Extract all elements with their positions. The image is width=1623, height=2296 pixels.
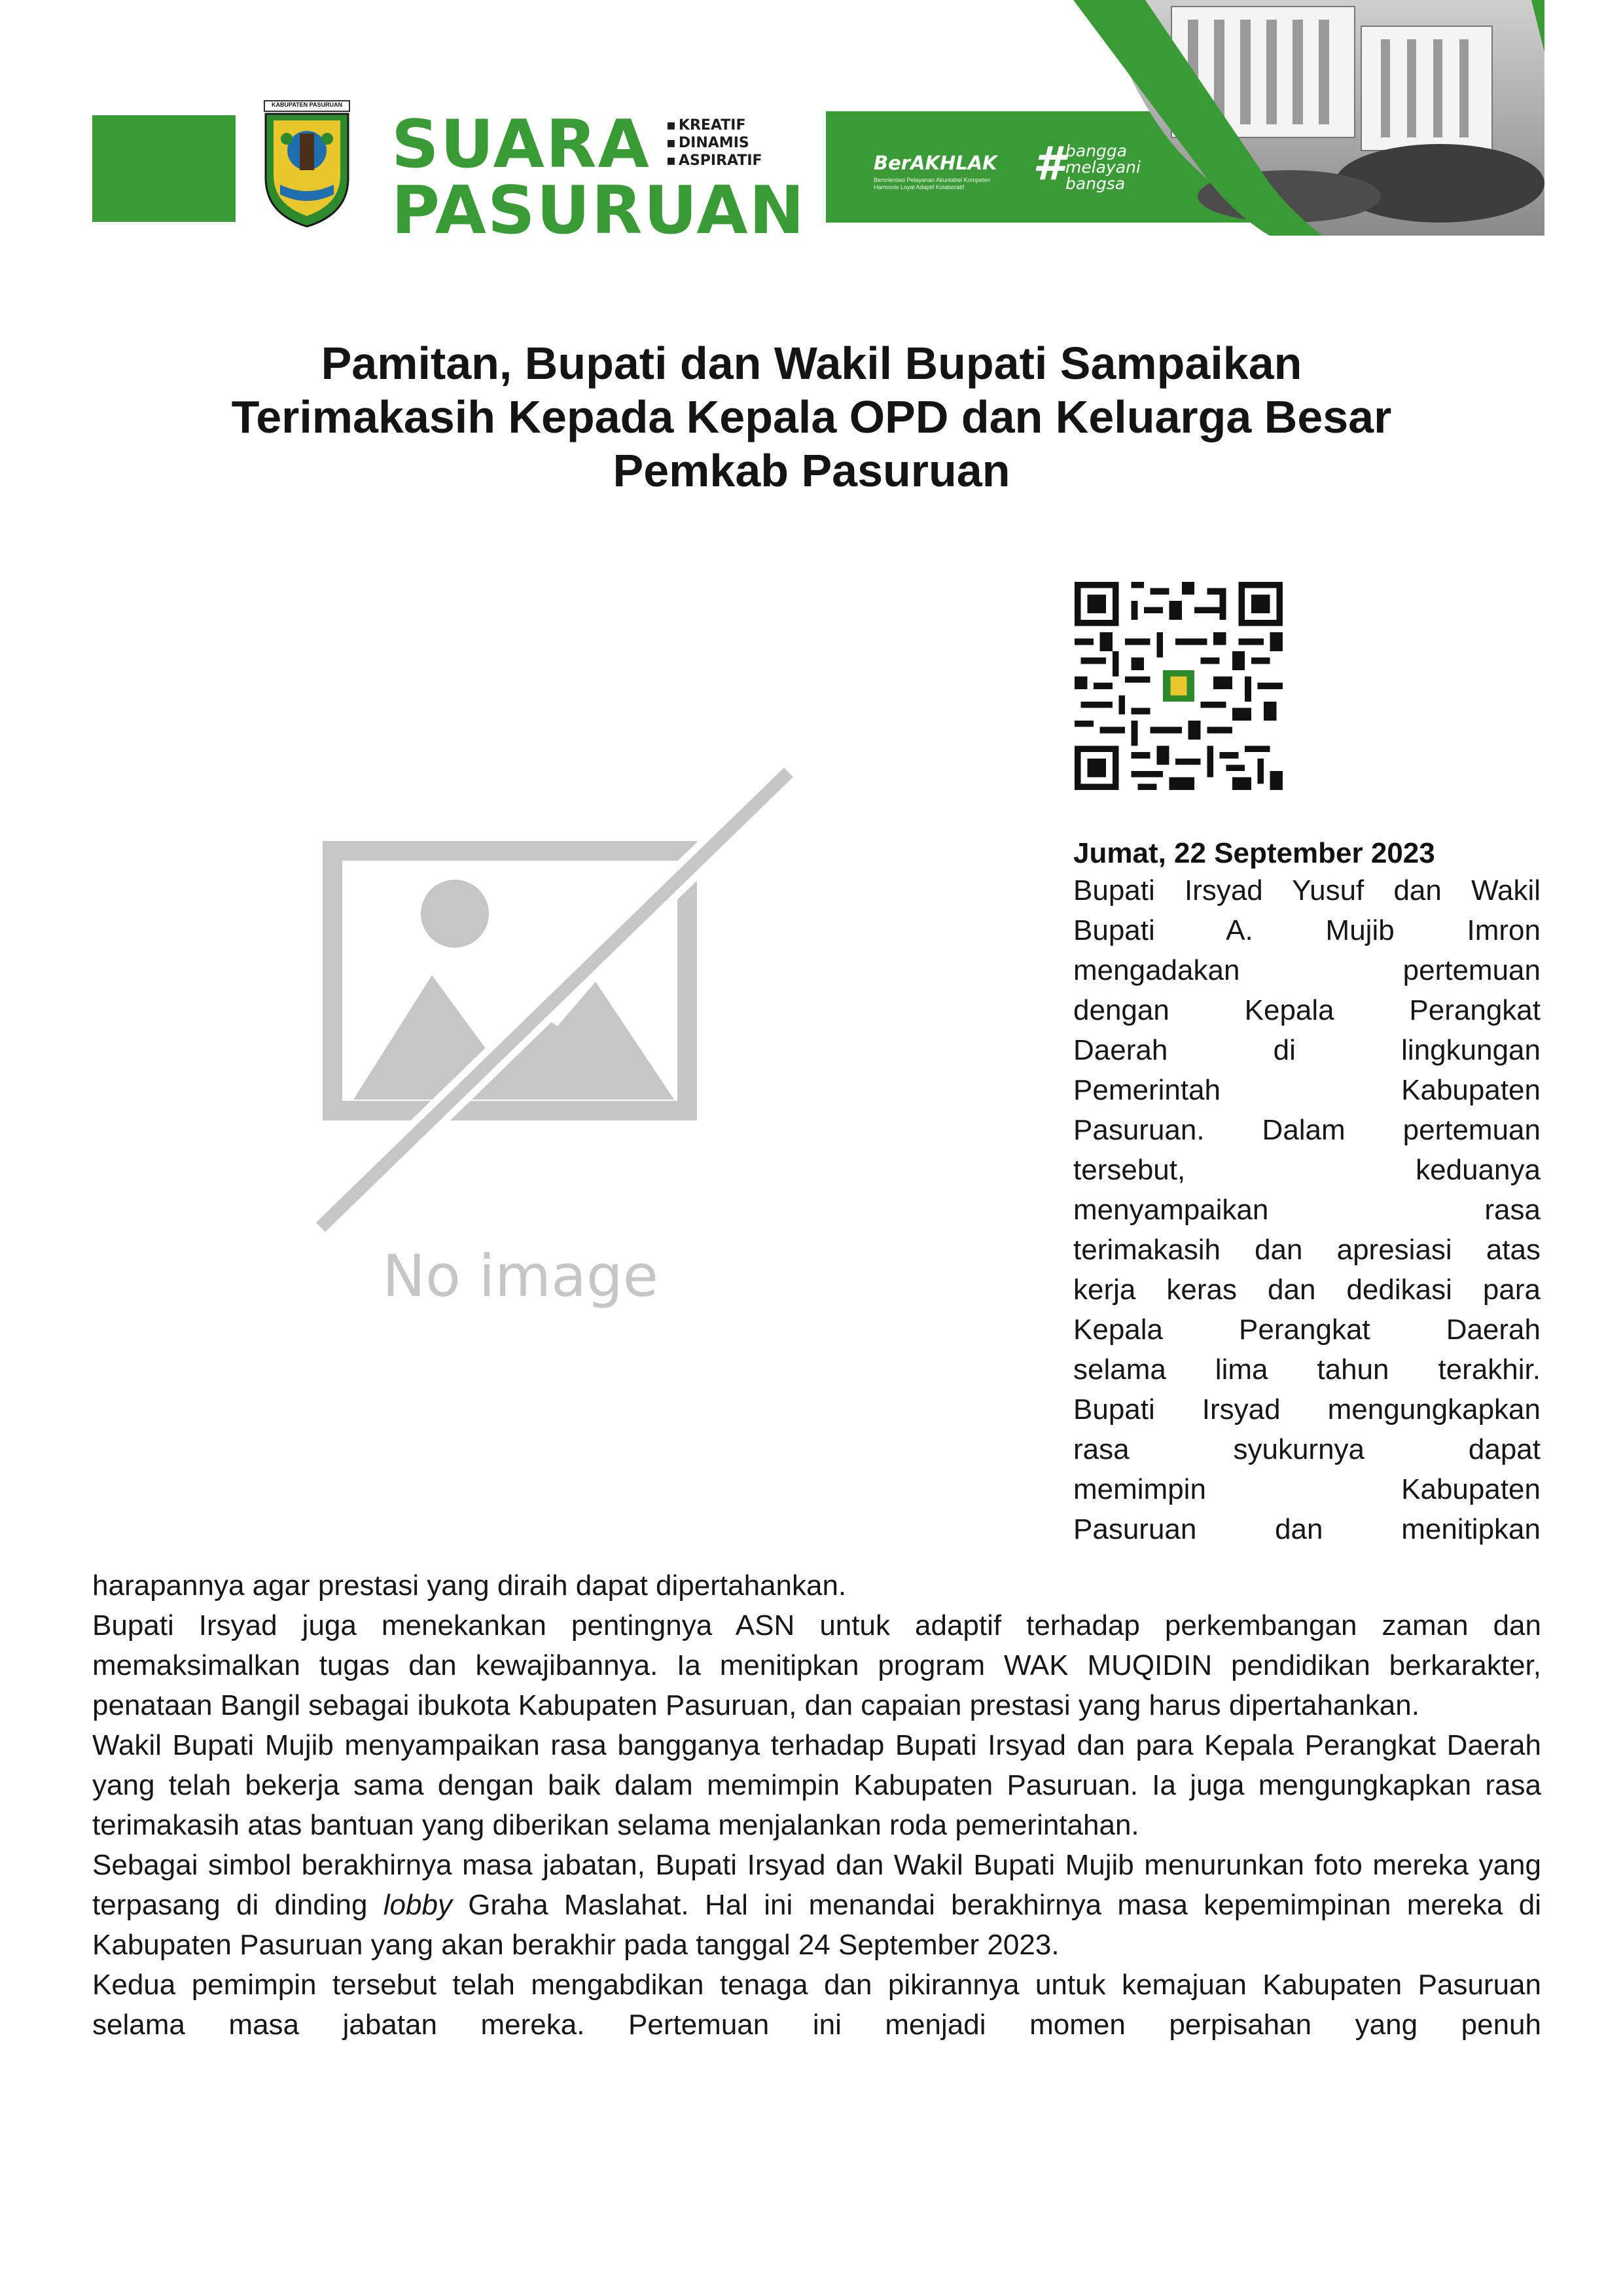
tagline-item: ▪ KREATIF <box>666 117 762 134</box>
side-line: menyampaikan rasa <box>1073 1194 1541 1226</box>
title-line: Pamitan, Bupati dan Wakil Bupati Sampaikan <box>321 338 1302 389</box>
side-line: Daerah di lingkungan <box>1073 1034 1541 1066</box>
article-body <box>92 1566 1541 2045</box>
side-line: Kepala Perangkat Daerah <box>1073 1314 1541 1346</box>
side-line: Pasuruan dan menitipkan <box>1073 1513 1541 1545</box>
header-green-block <box>92 115 236 222</box>
bangga-line: bangga <box>1065 141 1128 160</box>
paragraph-3: Wakil Bupati Mujib menyampaikan rasa bangganya terhadap Bupati Irsyad dan para Kepala Perangkat Daerah yang telah bekerja sama dengan baik dalam memimpin Kabupaten Pasuruan. Ia juga mengungkapkan rasa terimakasih atas bantuan yang diberikan selama menjalankan roda pemerintahan. <box>92 1729 1541 1841</box>
paragraph-5: Kedua pemimpin tersebut telah mengabdikan tenaga dan pikirannya untuk kemajuan Kabupaten Pasuruan selama masa jabatan mereka. Pertemuan ini menjadi momen perpisahan yang penuh <box>92 1969 1541 2041</box>
paragraph-2: Bupati Irsyad juga menekankan pentingnya ASN untuk adaptif terhadap perkembangan zaman dan memaksimalkan tugas dan kewajibannya. Ia menitipkan program WAK MUQIDIN pendidikan berkarakter, penataan Bangil sebagai ibukota Kabupaten Pasuruan, dan capaian prestasi yang harus dipertahankan. <box>92 1609 1541 1721</box>
article-side-column <box>1073 870 1541 1549</box>
bangga-melayani-bangsa-logo <box>1065 143 1141 192</box>
hashtag-icon: # <box>1033 137 1065 190</box>
berakhlak-logo: BerAKHLAK <box>874 152 997 174</box>
side-line: dengan Kepala Perangkat <box>1073 994 1541 1026</box>
crest-caption: KABUPATEN PASURUAN <box>272 101 342 108</box>
side-line: memimpin Kabupaten <box>1073 1473 1541 1505</box>
kabupaten-pasuruan-crest-logo <box>260 99 353 228</box>
title-line: Pemkab Pasuruan <box>613 445 1010 496</box>
side-line: Bupati A. Mujib Imron <box>1073 914 1541 946</box>
tagline-item: ▪ ASPIRATIF <box>666 152 762 170</box>
bangga-line: bangsa <box>1065 174 1126 193</box>
qr-code[interactable] <box>1075 582 1283 790</box>
paragraph-4 <box>92 1845 1541 1965</box>
side-line: Bupati Irsyad Yusuf dan Wakil <box>1073 874 1541 906</box>
no-image-label: No image <box>382 1242 658 1310</box>
side-line: Pasuruan. Dalam pertemuan <box>1073 1114 1541 1146</box>
bangga-line: melayani <box>1065 158 1141 177</box>
tagline-item: ▪ DINAMIS <box>666 134 762 152</box>
paragraph-1-end: harapannya agar prestasi yang diraih dapat dipertahankan. <box>92 1570 847 1602</box>
paragraph-4-part-a: Sebagai simbol berakhirnya masa jabatan, Bupati Irsyad dan Wakil Bupati Mujib menurunkan foto mereka yang terpasang di dinding <box>92 1849 1541 1921</box>
title-line: Terimakasih Kepada Kepala OPD dan Keluarga Besar <box>231 391 1392 442</box>
brand-line-1: SUARA <box>391 105 651 183</box>
side-line: Pemerintah Kabupaten <box>1073 1074 1541 1106</box>
government-building-photo <box>1073 0 1544 236</box>
no-image-placeholder <box>308 766 805 1335</box>
berakhlak-subtitle: Berorientasi Pelayanan Akuntabel Kompeten Harmonis Loyal Adaptif Kolaboratif <box>874 177 991 190</box>
side-line: kerja keras dan dedikasi para <box>1073 1274 1541 1306</box>
brand-tagline <box>666 117 762 170</box>
side-line: Bupati Irsyad mengungkapkan <box>1073 1393 1541 1426</box>
article-title <box>79 336 1544 497</box>
side-line: mengadakan pertemuan <box>1073 954 1541 986</box>
article-date: Jumat, 22 September 2023 <box>1073 837 1435 869</box>
side-line: tersebut, keduanya <box>1073 1154 1541 1186</box>
side-line: selama lima tahun terakhir. <box>1073 1354 1541 1386</box>
side-line: terimakasih dan apresiasi atas <box>1073 1234 1541 1266</box>
paragraph-4-emphasis: lobby <box>383 1889 452 1921</box>
side-line: rasa syukurnya dapat <box>1073 1433 1541 1465</box>
paragraph-4-part-b: Graha Maslahat. Hal ini menandai berakhirnya masa kepemimpinan mereka di Kabupaten Pasuruan yang akan berakhir pada tanggal 24 September 2023. <box>92 1889 1541 1961</box>
brand-line-2: PASURUAN <box>391 171 806 249</box>
